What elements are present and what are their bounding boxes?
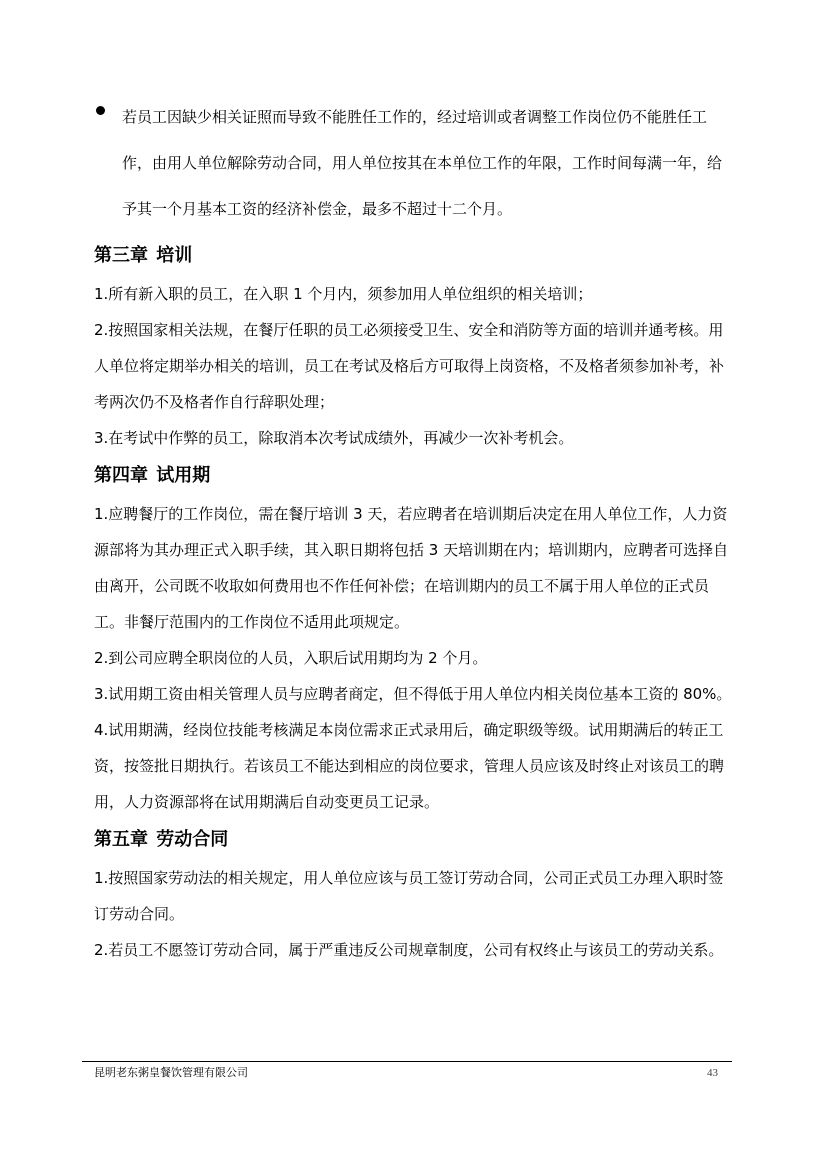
chapter-4-title: 第四章 试用期 [94, 465, 211, 486]
footer-divider [82, 1061, 732, 1062]
chapter-3-title: 第三章 培训 [94, 245, 193, 266]
chapter-3-item-3: 3.在考试中作弊的员工，除取消本次考试成绩外，再减少一次补考机会。 [94, 429, 574, 447]
bullet-dot-icon [96, 106, 105, 115]
chapter-3-item-2: 2.按照国家相关法规，在餐厅任职的员工必须接受卫生、安全和消防等方面的培训并通考核。用人单位将定期举办相关的培训，员工在考试及格后方可取得上岗资格，不及格者须参加补考，补考两次仍不及格者作自行辞职处理； [94, 321, 725, 411]
chapter-4-item-4: 4.试用期满，经岗位技能考核满足本岗位需求正式录用后，确定职级等级。试用期满后的转正工资，按签批日期执行。若该员工不能达到相应的岗位要求，管理人员应该及时终止对该员工的聘用，人力资源部将在试用期满后自动变更员工记录。 [94, 721, 725, 811]
chapter-5-item-2: 2.若员工不愿签订劳动合同，属于严重违反公司规章制度，公司有权终止与该员工的劳动关系。 [94, 941, 724, 959]
page-content [94, 100, 734, 968]
chapter-3-item-1: 1.所有新入职的员工，在入职 1 个月内，须参加用人单位组织的相关培训； [94, 285, 593, 303]
chapter-5-item-1: 1.按照国家劳动法的相关规定，用人单位应该与员工签订劳动合同，公司正式员工办理入职时签订劳动合同。 [94, 869, 724, 923]
footer-company: 昆明老东粥皇餐饮管理有限公司 [94, 1066, 248, 1079]
chapter-4-item-2: 2.到公司应聘全职岗位的人员，入职后试用期均为 2 个月。 [94, 649, 488, 667]
chapter-4-item-3: 3.试用期工资由相关管理人员与应聘者商定，但不得低于用人单位内相关岗位基本工资的 80%。 [94, 685, 732, 703]
chapter-4-item-1: 1.应聘餐厅的工作岗位，需在餐厅培训 3 天，若应聘者在培训期后决定在用人单位工作，人力资源部将为其办理正式入职手续，其入职日期将包括 3 天培训期在内；培训期内，应聘者可选择自由离开，公司既不收取如何费用也不作任何补偿；在培训期内的员工不属于用人单位的正式员工。非餐厅范围内的工作岗位不适用此项规定。 [94, 505, 729, 631]
chapter-5-title: 第五章 劳动合同 [94, 829, 229, 850]
bullet-text: 若员工因缺少相关证照而导致不能胜任工作的，经过培训或者调整工作岗位仍不能胜任工作，由用人单位解除劳动合同，用人单位按其在本单位工作的年限，工作时间每满一年，给予其一个月基本工资的经济补偿金，最多不超过十二个月。 [122, 108, 723, 218]
footer-page-number: 43 [707, 1067, 718, 1079]
bullet-paragraph [94, 94, 734, 232]
